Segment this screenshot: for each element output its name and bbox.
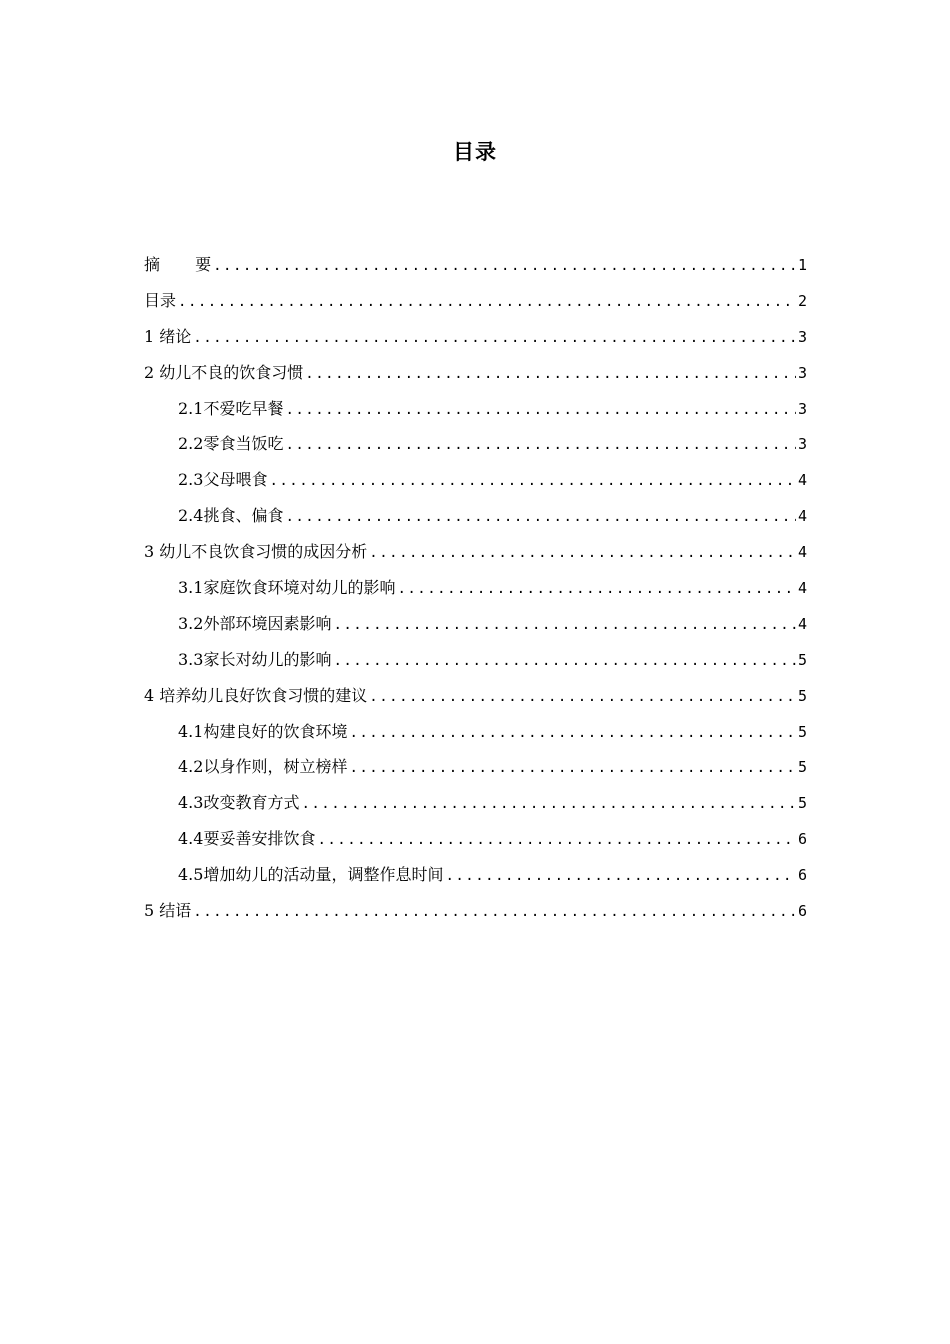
toc-dot-leader [369, 536, 796, 572]
toc-dot-leader [349, 751, 796, 787]
toc-dot-leader [445, 859, 796, 895]
toc-dot-leader [285, 428, 796, 464]
toc-entry-page: 6 [797, 866, 807, 885]
toc-entry-label: 1 绪论 [144, 326, 192, 346]
toc-entry[interactable] [144, 893, 807, 929]
toc-entry-page: 1 [797, 256, 807, 274]
toc-entry-page: 4 [797, 471, 807, 490]
toc-dot-leader [178, 285, 796, 321]
toc-dot-leader [305, 357, 796, 393]
toc-entry-label: 目录 [144, 290, 177, 310]
toc-entry-label: 2.1不爱吃早餐 [178, 398, 284, 418]
toc-entry[interactable] [144, 391, 807, 427]
toc-entry[interactable] [144, 534, 807, 570]
toc-entry-page: 4 [797, 507, 807, 526]
toc-entry[interactable] [144, 749, 807, 785]
toc-dot-leader [333, 608, 796, 644]
toc-entry-page: 4 [797, 614, 807, 633]
toc-entry-label: 摘 要 [144, 255, 212, 274]
toc-entry-label: 4.3改变教育方式 [178, 793, 300, 813]
toc-dot-leader [317, 823, 796, 859]
toc-entry-label: 5 结语 [144, 901, 192, 921]
toc-entry-label: 4.4要妥善安排饮食 [178, 829, 316, 849]
toc-list [144, 247, 807, 929]
toc-dot-leader [285, 393, 796, 429]
toc-entry-page: 6 [797, 830, 807, 849]
toc-dot-leader [193, 895, 796, 931]
toc-entry-label: 3 幼儿不良饮食习惯的成因分析 [144, 542, 368, 562]
toc-entry-page: 5 [797, 650, 807, 669]
toc-dot-leader [213, 249, 796, 285]
toc-entry-page: 5 [797, 722, 807, 741]
toc-entry[interactable] [144, 283, 807, 319]
toc-entry[interactable] [144, 678, 807, 714]
toc-entry-page: 3 [797, 435, 807, 454]
toc-entry-label: 3.3家长对幼儿的影响 [178, 649, 332, 669]
toc-entry[interactable] [144, 426, 807, 462]
toc-entry[interactable] [144, 498, 807, 534]
toc-entry-label: 3.2外部环境因素影响 [178, 613, 332, 633]
toc-entry[interactable] [144, 714, 807, 750]
toc-title: 目录 [453, 140, 497, 164]
toc-entry[interactable] [144, 857, 807, 893]
toc-dot-leader [269, 464, 796, 500]
toc-entry-page: 6 [797, 902, 807, 921]
toc-entry-label: 2.3父母喂食 [178, 470, 268, 490]
toc-dot-leader [349, 716, 796, 752]
toc-entry-page: 4 [797, 543, 807, 562]
toc-entry-label: 2.4挑食、偏食 [178, 506, 284, 526]
toc-entry[interactable] [144, 570, 807, 606]
toc-entry[interactable] [144, 785, 807, 821]
toc-entry-page: 4 [797, 579, 807, 598]
toc-dot-leader [193, 321, 796, 357]
toc-entry[interactable] [144, 319, 807, 355]
toc-entry-page: 3 [797, 327, 807, 346]
toc-dot-leader [285, 500, 796, 536]
toc-entry-label: 2 幼儿不良的饮食习惯 [144, 362, 304, 382]
toc-entry-label: 4 培养幼儿良好饮食习惯的建议 [144, 685, 368, 705]
toc-entry[interactable] [144, 462, 807, 498]
toc-entry[interactable] [144, 821, 807, 857]
toc-entry-label: 3.1家庭饮食环境对幼儿的影响 [178, 578, 396, 598]
toc-dot-leader [301, 787, 796, 823]
toc-entry-label: 4.1构建良好的饮食环境 [178, 721, 348, 741]
toc-entry-label: 4.2以身作则，树立榜样 [178, 757, 348, 777]
toc-entry[interactable] [144, 355, 807, 391]
toc-dot-leader [369, 680, 796, 716]
toc-entry[interactable] [144, 642, 807, 678]
toc-entry[interactable] [144, 247, 807, 283]
toc-dot-leader [397, 572, 796, 608]
toc-entry-page: 5 [797, 758, 807, 777]
toc-entry-label: 4.5增加幼儿的活动量，调整作息时间 [178, 865, 444, 885]
toc-entry-page: 5 [797, 686, 807, 705]
toc-entry-label: 2.2零食当饭吃 [178, 434, 284, 454]
toc-dot-leader [333, 644, 796, 680]
toc-entry-page: 5 [797, 794, 807, 813]
toc-entry[interactable] [144, 606, 807, 642]
toc-entry-page: 2 [797, 291, 807, 310]
toc-entry-page: 3 [797, 399, 807, 418]
toc-entry-page: 3 [797, 363, 807, 382]
